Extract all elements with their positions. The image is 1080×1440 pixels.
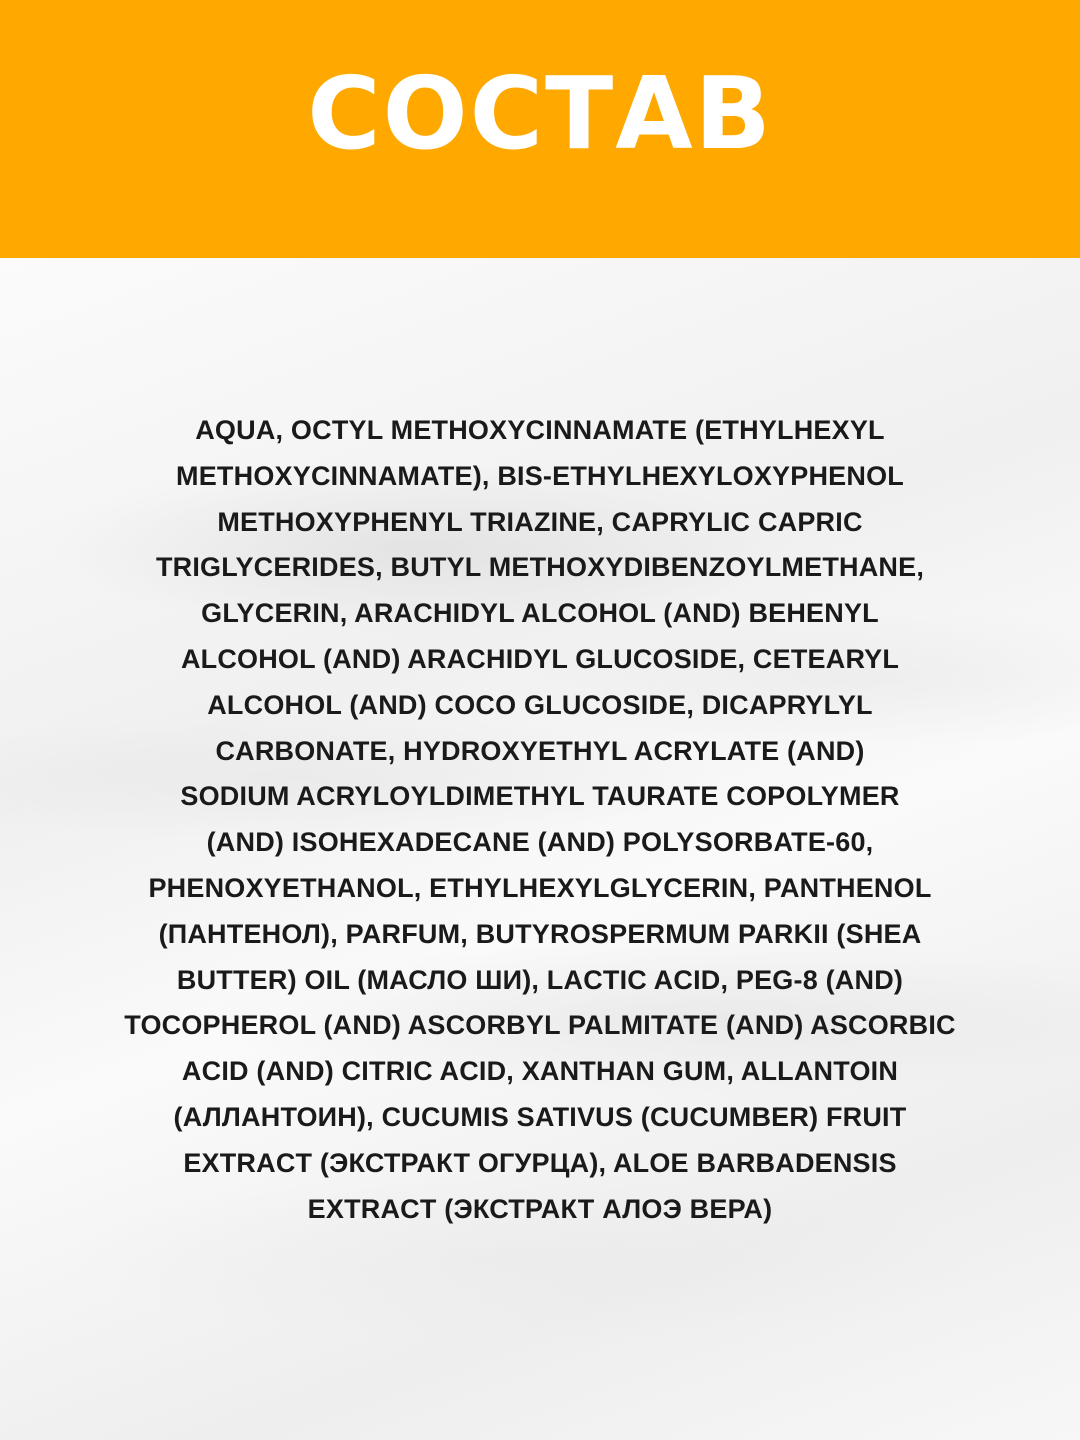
ingredients-line: GLYCERIN, ARACHIDYL ALCOHOL (AND) BEHENYL bbox=[201, 598, 879, 629]
ingredients-line: (ПАНТЕНОЛ), PARFUM, BUTYROSPERMUM PARKII (SHEA bbox=[158, 918, 922, 949]
ingredients-line: ACID (AND) CITRIC ACID, XANTHAN GUM, ALLANTOIN bbox=[181, 1056, 899, 1087]
page-title: СОСТАВ bbox=[307, 55, 773, 172]
ingredients-line: ALCOHOL (AND) ARACHIDYL GLUCOSIDE, CETEARYL bbox=[180, 643, 900, 674]
ingredients-line: TOCOPHEROL (AND) ASCORBYL PALMITATE (AND) ASCORBIC bbox=[124, 1010, 956, 1041]
ingredients-line: EXTRACT (ЭКСТРАКТ ОГУРЦА), ALOE BARBADENSIS bbox=[183, 1147, 897, 1178]
ingredients-line: BUTTER) OIL (МАСЛО ШИ), LACTIC ACID, PEG-8 (AND) bbox=[176, 964, 904, 995]
ingredients-line: CARBONATE, HYDROXYETHYL ACRYLATE (AND) bbox=[215, 735, 865, 766]
ingredients-line: METHOXYPHENYL TRIAZINE, CAPRYLIC CAPRIC bbox=[217, 506, 863, 537]
ingredients-text bbox=[120, 408, 960, 1232]
ingredients-line: (AND) ISOHEXADECANE (AND) POLYSORBATE-60, bbox=[206, 827, 874, 858]
header-banner bbox=[0, 0, 1080, 258]
ingredients-line: PHENOXYETHANOL, ETHYLHEXYLGLYCERIN, PANTHENOL bbox=[148, 872, 932, 903]
ingredients-line: METHOXYCINNAMATE), BIS-ETHYLHEXYLOXYPHENOL bbox=[176, 460, 904, 491]
ingredients-panel bbox=[0, 258, 1080, 1440]
ingredients-line: TRIGLYCERIDES, BUTYL METHOXYDIBENZOYLMETHANE, bbox=[155, 552, 925, 583]
ingredients-line: AQUA, OCTYL METHOXYCINNAMATE (ETHYLHEXYL bbox=[195, 415, 885, 445]
ingredients-line: EXTRACT (ЭКСТРАКТ АЛОЭ ВЕРА) bbox=[307, 1193, 773, 1224]
ingredients-line: SODIUM ACRYLOYLDIMETHYL TAURATE COPOLYMER bbox=[180, 781, 900, 812]
ingredients-line: (АЛЛАНТОИН), CUCUMIS SATIVUS (CUCUMBER) FRUIT bbox=[173, 1101, 907, 1132]
ingredients-line: ALCOHOL (AND) COCO GLUCOSIDE, DICAPRYLYL bbox=[207, 689, 873, 720]
